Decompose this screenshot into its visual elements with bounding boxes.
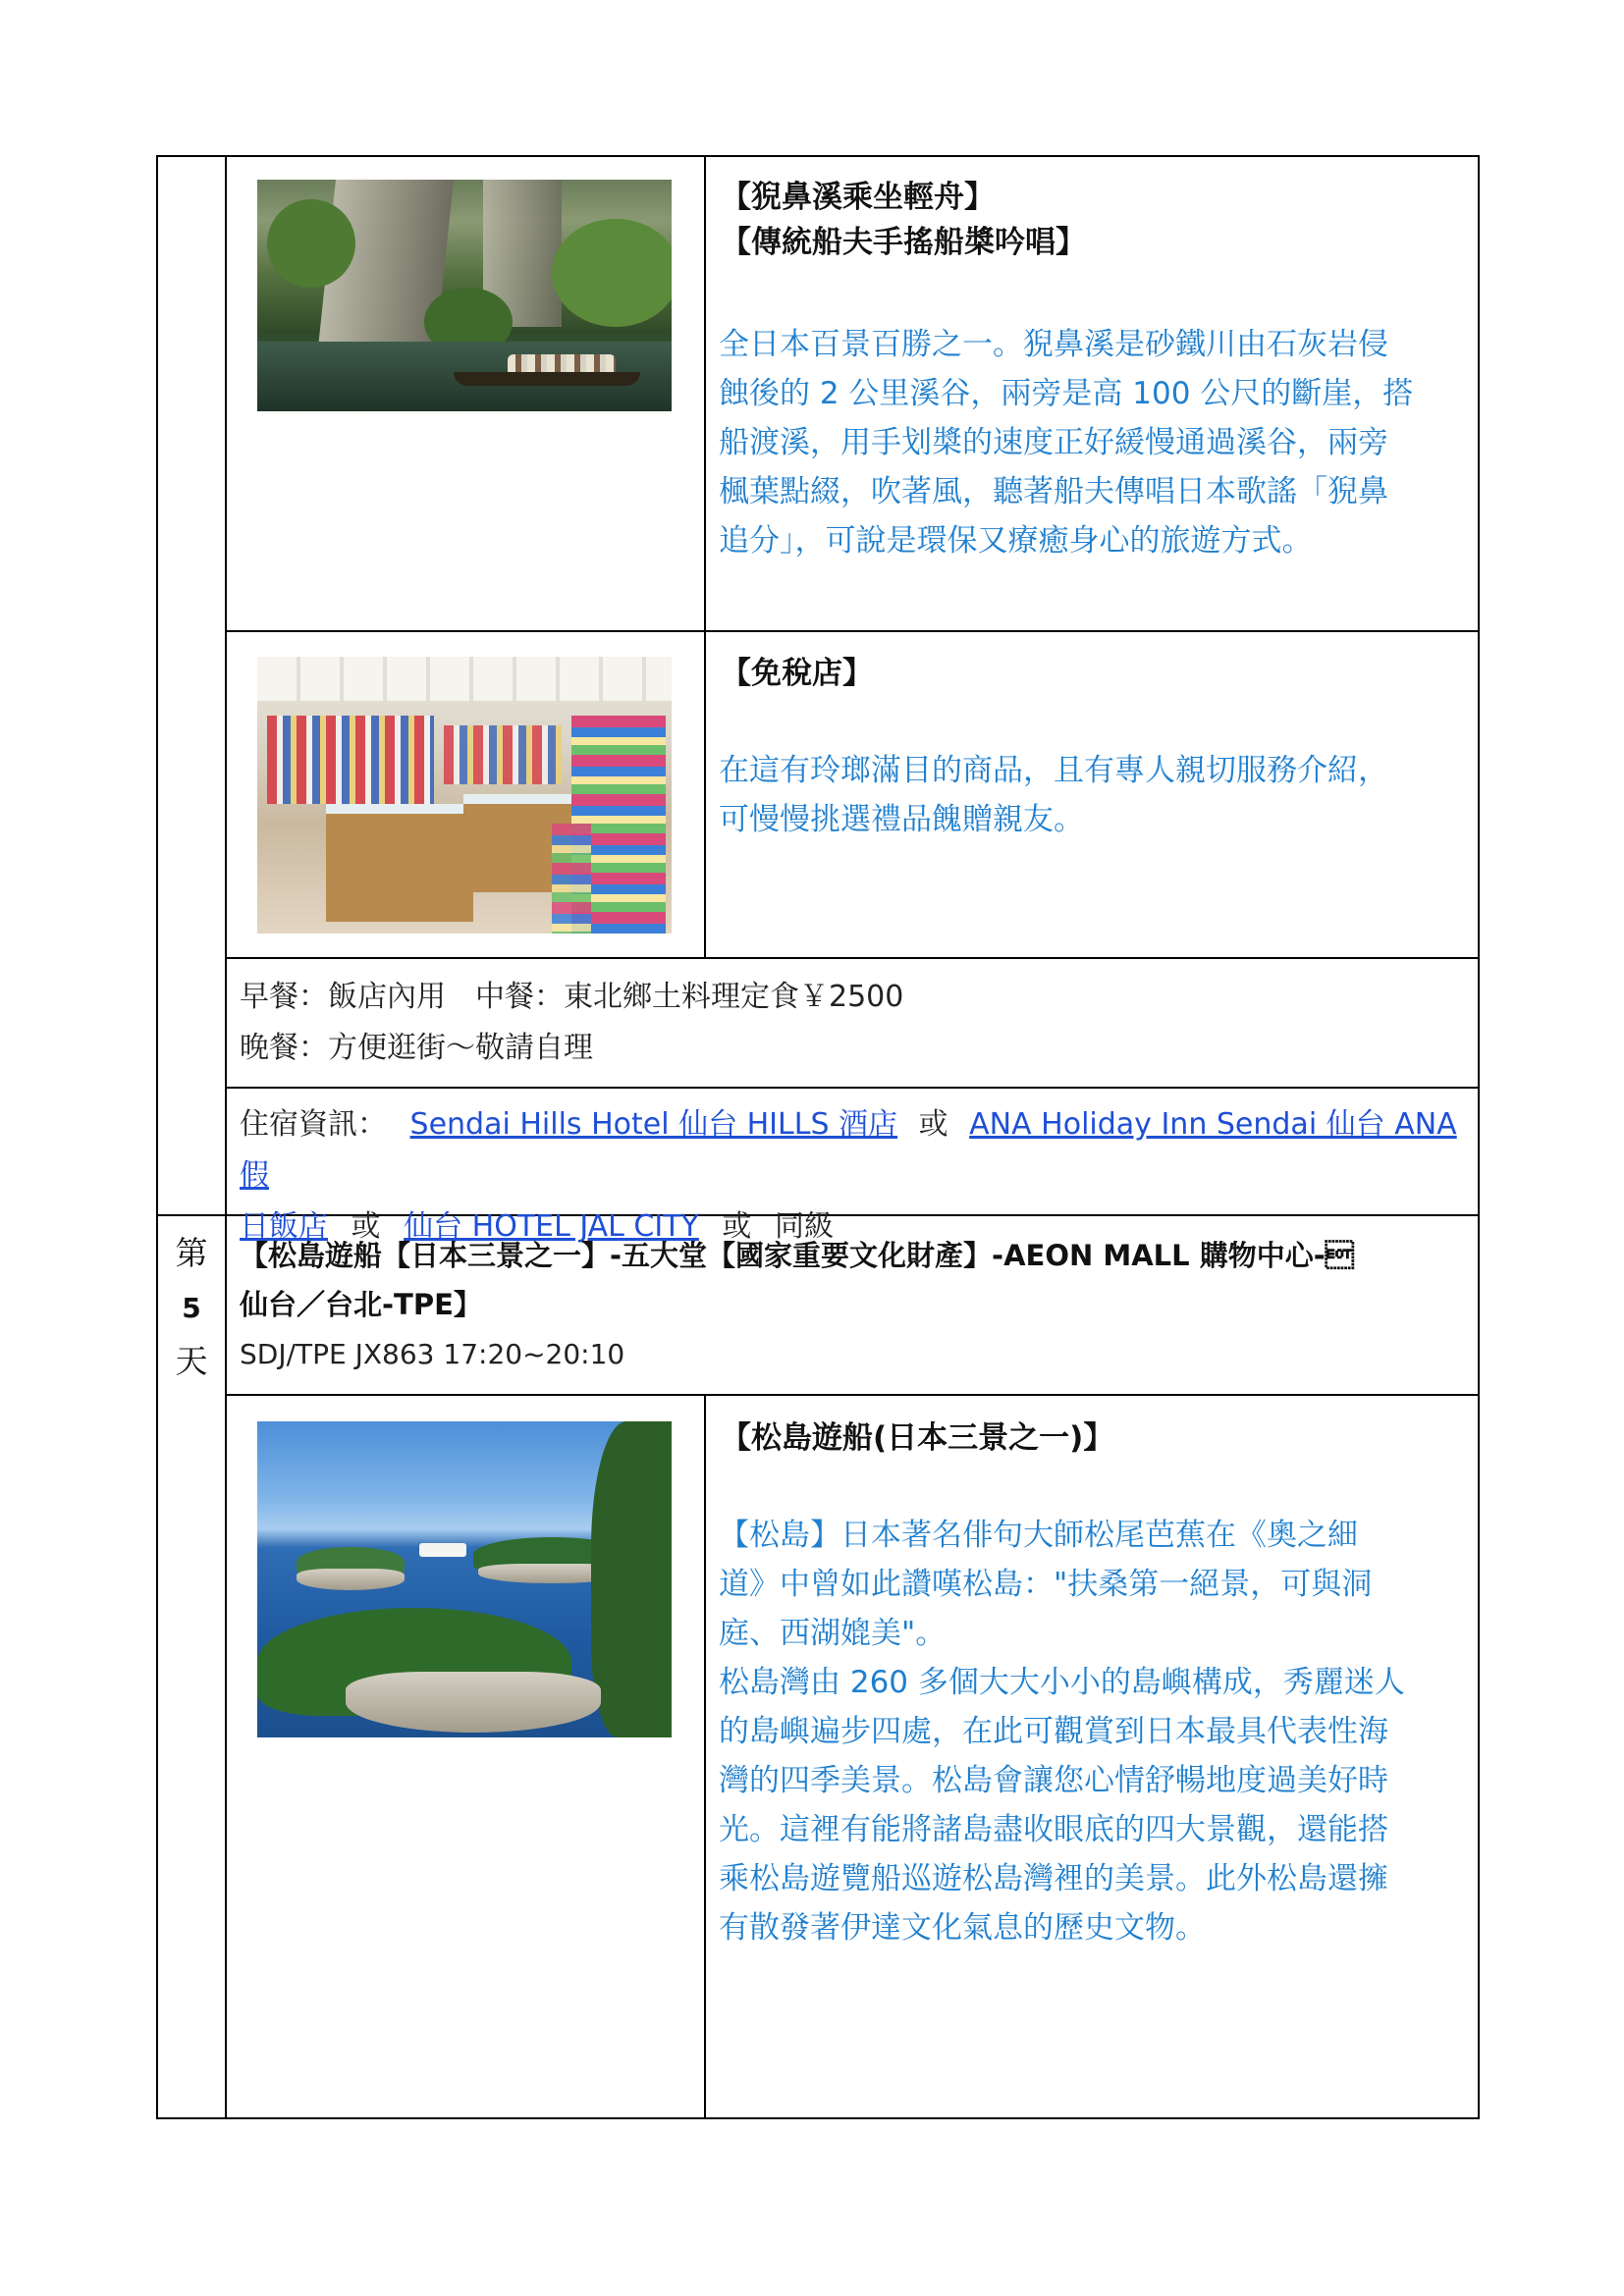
day-label — [158, 1227, 225, 1388]
or-separator-2: 或 — [351, 1209, 381, 1244]
matsushima-desc-line-4: 松島灣由 260 多個大大小小的島嶼構成，秀麗迷人 — [719, 1665, 1405, 1700]
duty-free-shop-photo — [257, 657, 672, 934]
geibikei-desc-line-1: 全日本百景百勝之一。猊鼻溪是砂鐵川由石灰岩侵 — [719, 327, 1388, 362]
geibikei-title-1: 【猊鼻溪乘坐輕舟】 — [721, 180, 995, 215]
hotel-link-ana-holiday-inn[interactable]: ANA Holiday Inn Sendai 仙台 ANA 假 — [240, 1107, 1457, 1193]
geibikei-gorge-photo — [257, 180, 672, 411]
matsushima-desc-line-5: 的島嶼遍步四處，在此可觀賞到日本最具代表性海 — [719, 1714, 1388, 1749]
matsushima-desc-line-3: 庭、西湖媲美"。 — [719, 1616, 947, 1651]
day-prefix: 第 — [175, 1234, 208, 1272]
duty-free-title: 【免稅店】 — [721, 656, 873, 691]
day5-route-line-2: 仙台／台北-TPE】 — [240, 1288, 482, 1321]
row-divider-3 — [225, 1087, 1480, 1089]
geibikei-desc-line-3: 船渡溪，用手划槳的速度正好緩慢通過溪谷，兩旁 — [719, 425, 1388, 460]
hotel-link-sendai-hills[interactable]: Sendai Hills Hotel 仙台 HILLS 酒店 — [409, 1107, 898, 1142]
row-divider-2 — [225, 957, 1480, 959]
day-suffix: 天 — [175, 1342, 208, 1380]
day5-route-line-1: 【松島遊船【日本三景之一】-五大堂【國家重要文化財產】-AEON MALL 購物中心- — [240, 1239, 1354, 1272]
geibikei-desc — [719, 320, 1413, 565]
matsushima-desc-line-6: 灣的四季美景。松島會讓您心情舒暢地度過美好時 — [719, 1763, 1388, 1798]
geibikei-desc-line-2: 蝕後的 2 公里溪谷，兩旁是高 100 公尺的斷崖，搭 — [719, 376, 1414, 411]
matsushima-desc-line-7: 光。這裡有能將諸島盡收眼底的四大景觀，還能搭 — [719, 1812, 1388, 1847]
matsushima-desc-line-2: 道》中曾如此讚嘆松島："扶桑第一絕景，可與洞 — [719, 1567, 1373, 1602]
matsushima-desc-line-8: 乘松島遊覽船巡遊松島灣裡的美景。此外松島還擁 — [719, 1861, 1388, 1896]
accommodation-info — [240, 1099, 1467, 1253]
table-border-right — [1478, 155, 1480, 2119]
table-border-top — [156, 155, 1480, 157]
duty-free-desc — [719, 746, 1388, 844]
geibikei-title-2: 【傳統船夫手搖船槳吟唱】 — [721, 225, 1086, 260]
day-column-divider — [225, 155, 227, 2119]
table-border-bottom — [156, 2117, 1480, 2119]
duty-free-desc-line-1: 在這有玲瑯滿目的商品，且有專人親切服務介紹， — [719, 753, 1388, 788]
row-divider-1 — [225, 630, 1480, 632]
or-separator-1: 或 — [918, 1107, 948, 1142]
meals-line-2: 晚餐：方便逛街～敬請自理 — [240, 1031, 593, 1065]
matsushima-islands-photo — [257, 1421, 672, 1737]
day5-flight-info: SDJ/TPE JX863 17:20~20:10 — [240, 1338, 625, 1370]
day-number: 5 — [182, 1292, 201, 1324]
day5-route — [240, 1231, 1467, 1329]
duty-free-desc-line-2: 可慢慢挑選禮品餽贈親友。 — [719, 802, 1084, 837]
accommodation-label: 住宿資訊： — [240, 1107, 387, 1142]
row-divider-5 — [225, 1394, 1480, 1396]
table-border-left — [156, 155, 158, 2119]
matsushima-desc-line-1: 【松島】日本著名俳句大師松尾芭蕉在《奧之細 — [719, 1518, 1358, 1553]
matsushima-desc — [719, 1511, 1405, 1952]
geibikei-desc-line-4: 楓葉點綴，吹著風，聽著船夫傳唱日本歌謠「猊鼻 — [719, 474, 1388, 509]
hotel-link-ana-holiday-inn-cont[interactable]: 日飯店 — [240, 1209, 328, 1244]
meals-line-1: 早餐：飯店內用 中餐：東北鄉土料理定食￥2500 — [240, 980, 904, 1014]
matsushima-title: 【松島遊船(日本三景之一)】 — [721, 1420, 1114, 1456]
geibikei-desc-line-5: 追分」，可說是環保又療癒身心的旅遊方式。 — [719, 523, 1313, 559]
same-class-text: 同級 — [774, 1209, 834, 1244]
hotel-link-jal-city[interactable]: 仙台 HOTEL JAL CITY — [404, 1209, 699, 1244]
or-separator-3: 或 — [722, 1209, 752, 1244]
meals-info — [240, 972, 903, 1074]
image-column-divider-2 — [704, 1394, 706, 2119]
matsushima-desc-line-9: 有散發著伊達文化氣息的歷史文物。 — [719, 1910, 1206, 1946]
image-column-divider-1 — [704, 155, 706, 959]
